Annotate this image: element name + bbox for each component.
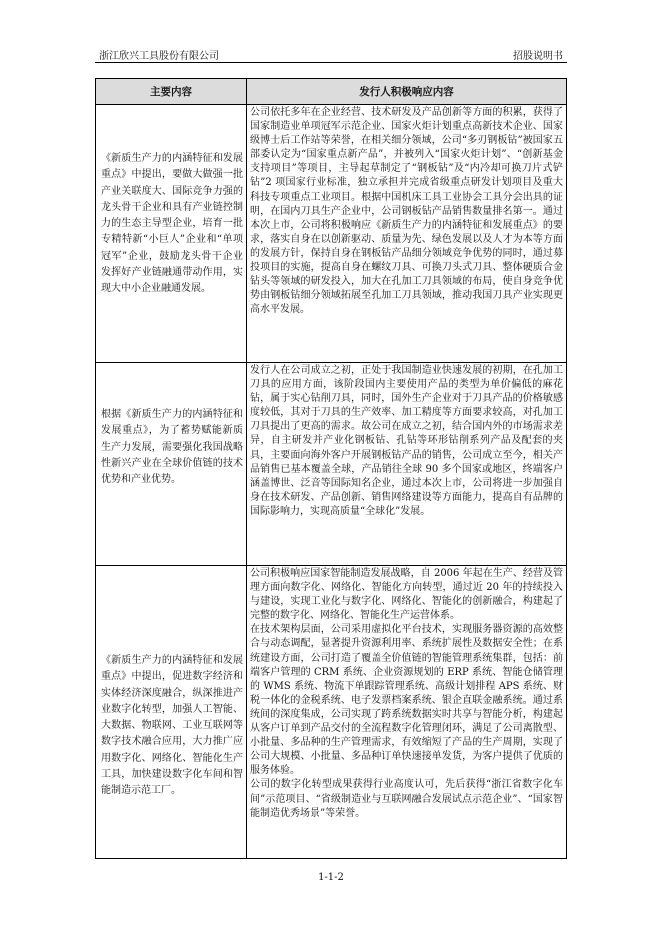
row-3-main-content: 《新质生产力的内涵特征和发展重点》中提出，促进数字经济和实体经济深度融合，纵深推进产业数字化转型，加强人工智能、大数据、物联网、工业互联网等数字技术融合应用，大力推广应用数字化、网络化、智能化生产工具，加快建设数字化车间和智能制造示范工厂。 — [101, 655, 243, 797]
content-table — [95, 78, 567, 859]
column-divider — [246, 79, 247, 858]
row-2-response-paragraph: 发行人在公司成立之初，正处于我国制造业快速发展的初期，在孔加工刀具的应用方面，该阶段国内主要使用产品的类型为单价偏低的麻花钻，属于实心钻削刀具，同时，国外生产企业对于刀具产品的价格敏感度较低，其对于刀具的生产效率、加工精度等方面要求较高，对孔加工刀具提出了更高的需求。故公司在成立之初，结合国内外的市场需求差异，自主研发并产业化钢板钻、孔钻等环形钻削系列产品及配套的夹具，主要面向海外客户开展钢板钻产品的销售，公司成立至今，相关产品销售已基本覆盖全球，产品销往全球 90 多个国家或地区，终端客户涵盖博世、泛音等国际知名企业，通过本次上市，公司将进一步加强自身在技术研发、产品创新、销售网络建设等方面能力，提高自有品牌的国际影响力，实现高质量“全球化”发展。 — [250, 365, 563, 517]
page-header — [95, 44, 567, 63]
document-type: 招股说明书 — [513, 51, 563, 62]
row-3-response-paragraph-1: 公司积极响应国家智能制造发展战略，自 2006 年起在生产、经营及管理方面向数字化、网络化、智能化方向转型，通过近 20 年的持续投入与建设，实现工业化与数字化、网络化、智能化的创新融合，构建起了完整的数字化、网络化、智能化生产运营体系。 — [250, 568, 563, 622]
row-divider — [96, 565, 566, 566]
row-divider — [96, 362, 566, 363]
company-name: 浙江欣兴工具股份有限公司 — [99, 51, 219, 62]
row-2-main-content: 根据《新质生产力的内涵特征和发展重点》，为了蓄势赋能新质生产力发展，需要强化我国战略性新兴产业在全球价值链的技术优势和产业优势。 — [101, 409, 243, 486]
row-1-response-paragraph: 公司依托多年在企业经营、技术研发及产品创新等方面的积累，获得了国家制造业单项冠军示范企业、国家火炬计划重点高新技术企业、国家级博士后工作站等荣誉，在相关细分领域，公司“多刃钢板钻”被国家五部委认定为“国家重点新产品”，并被列入“国家火炬计划”、“创新基金支持项目”等项目，主导起草制定了“钢板钻”及“内冷却可换刀片式铲钻”2 项国家行业标准，独立承担并完成省级重点研发计划项目及重大科技专项重点工业项目。根据中国机床工具工业协会工具分会出具的证明，在国内刀具生产企业中，公司钢板钻产品销售数量排名第一。通过本次上市，公司将积极响应《新质生产力的内涵特征和发展重点》的要求，落实自身在以创新驱动、质量为先、绿色发展以及人才为本等方面的发展方针，保持自身在钢板钻产品细分领域竞争优势的同时，通过募投项目的实施，提高自身在螺纹刀具、可换刀头式刀具、整体硬质合金钻头等领域的研发投入，加大在孔加工刀具领域的布局，使自身竞争优势由钢板钻细分领域拓展至孔加工刀具领域，推动我国刀具产业实现更高水平发展。 — [250, 107, 563, 316]
row-divider — [96, 104, 566, 105]
row-2-response — [250, 364, 563, 519]
column-header-main-content: 主要内容 — [96, 79, 246, 104]
row-3-response-paragraph-3: 公司的数字化转型成果获得行业高度认可，先后获得“浙江省数字化车间”示范项目、“省级制造业与互联网融合发展试点示范企业”、“国家智能制造优秀场景”等荣誉。 — [250, 779, 563, 819]
row-1-main-content: 《新质生产力的内涵特征和发展重点》中提出，要做大做强一批产业关联度大、国际竞争力强的龙头骨干企业和具有产业链控制力的生态主导型企业，培育一批专精特新“小巨人”企业和“单项冠军”企业，鼓励龙头骨干企业发挥好产业链融通带动作用，实现大中小企业融通发展。 — [101, 153, 243, 295]
row-3-response-paragraph-2: 在技术架构层面，公司采用虚拟化平台技术，实现服务器资源的高效整合与动态调配，显著提升资源利用率、系统扩展性及数据安全性；在系统建设方面，公司打造了覆盖全价值链的智能管理系统集群，包括：前端客户管理的 CRM 系统、企业资源规划的 ERP 系统、智能仓储管理的 WMS 系统、物流下单跟踪管理系统、高级计划排程 APS 系统、财税一体化的金税系统、电子发票档案系统、银企直联金融系统。通过系统间的深度集成，公司实现了跨系统数据实时共享与智能分析，构建起从客户订单到产品交付的全流程数字化管理闭环，满足了公司离散型、小批量、多品种的生产管理需求，有效缩短了产品的生产周期，实现了公司大规模、小批量、多品种订单快速接单发货，为客户提供了优质的服务体验。 — [250, 624, 563, 777]
row-3-response — [250, 567, 563, 821]
page-number: 1-1-2 — [318, 872, 344, 883]
row-1-response — [250, 106, 563, 317]
column-header-response: 发行人积极响应内容 — [247, 79, 566, 104]
